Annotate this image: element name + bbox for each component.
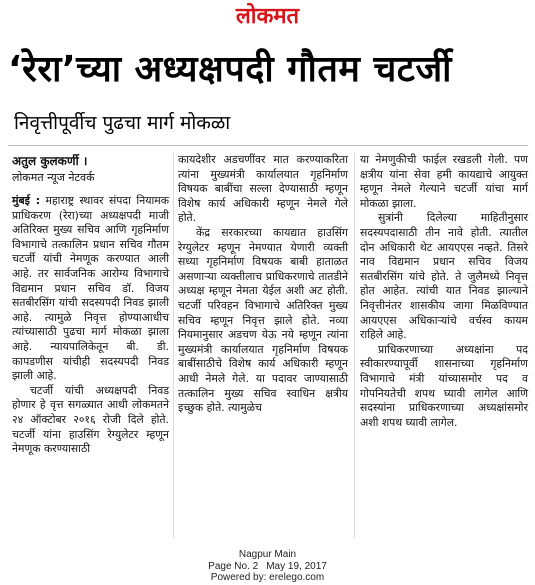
paragraph: चटर्जी यांची अध्यक्षपदी निवड होणार हे वृत्त सगळ्यात आधी लोकमतने २४ ऑक्टोबर २०१६ रोजी दिले होते. चटर्जी यांना हाउसिंग रेग्युलेटर म्हणून नेमणूक करण्यासाठी [12, 383, 169, 456]
article-column-1 [12, 153, 169, 457]
dateline: मुंबई : [12, 194, 41, 207]
paragraph: केंद्र सरकारच्या कायद्यात हाउसिंग रेग्युलेटर म्हणून नेमण्यात येणारी व्यक्ती सध्या गृहनिर्माण विषयक बाबी हाताळत असणाऱ्या व्यक्तीलाच प्राधिकरणाचे तातडीने अध्यक्ष म्हणून नेमता येईल अशी अट होती. चटर्जी परिवहन विभागाचे अतिरिक्त मुख्य सचिव म्हणून निवृत्त झाले होते. नव्या नियमानुसार अडचण येऊ नये म्हणून त्यांना मुख्यमंत्री कार्यालयात गृहनिर्माण विषयक बाबींसाठीचे विशेष कार्य अधिकारी म्हणून आधी नेमले गेले. या पदावर जाण्यासाठी तत्कालिन मुख्य सचिव स्वाधिन क्षत्रीय इच्छुक होते. त्यामुळेच [178, 225, 348, 415]
column-divider [354, 153, 355, 538]
page-info [0, 561, 535, 573]
masthead-logo: लोकमत [235, 4, 300, 29]
paragraph-text: महाराष्ट्र स्थावर संपदा नियामक प्राधिकरण (रेरा)च्या अध्यक्षपदी माजी अतिरिक्त मुख्य सचिव आणि गृहनिर्माण विभागाचे तत्कालिन प्रधान सचिव गौतम चटर्जी यांची नेमणूक करण्यात आली आहे. तर सार्वजनिक आरोग्य विभागाचे विद्यमान प्रधान सचिव डॉ. विजय सतबीरसिंग यांची सदस्यपदी निवड झाली आहे. त्यामुळे निवृत्त होण्याआधीच त्यांच्यासाठी पुढचा मार्ग मोकळा झाला आहे. न्यायपालिकेतून बी. डी. कापडणीस यांचीही सदस्यपदी निवड झाली आहे. [12, 194, 169, 383]
byline-name: अतुल कुलकर्णी । [12, 154, 88, 168]
article-column-2 [178, 153, 348, 416]
page-number: Page No. 2 [208, 560, 259, 572]
subheadline: निवृत्तीपूर्वीच पुढचा मार्ग मोकळा [14, 112, 231, 134]
article-column-3 [360, 153, 528, 430]
powered-by-link[interactable]: Powered by: erelego.com [210, 572, 325, 583]
paragraph: प्राधिकरणाच्या अध्यक्षांना पद स्वीकारण्यापूर्वी शासनाच्या गृहनिर्माण विभागाचे मंत्री यांच्यासमोर पद व गोपनियतेची शपथ घ्यावी लागेल आणि सदस्यांना प्राधिकरणाच्या अध्यक्षांसमोर अशी शपथ घ्यावी लागेल. [360, 342, 528, 429]
paragraph: कायदेशीर अडचणींवर मात करण्याकरिता त्यांना मुख्यमंत्री कार्यालयात गृहनिर्माण विषयक बाबींचा सल्ला देण्यासाठी म्हणून विशेष कार्य अधिकारी म्हणून नेमले गेले होते. [178, 153, 348, 225]
edition-name: Nagpur Main [238, 549, 297, 560]
page-footer [0, 549, 535, 584]
paragraph: सुत्रांनी दिलेल्या माहितीनुसार सदस्यपदासाठी तीन नावे होती. त्यातील दोन अधिकारी थेट आयएएस नव्हते. तिसरे नाव विद्यमान प्रधान सचिव विजय सतबीरसिंग यांचे होते. ते जुलैमध्ये निवृत्त होत आहेत. त्यांची यात निवड झाल्याने निवृत्तीनंतर शासकीय जागा मिळविण्यात आयएएस अधिकाऱ्यांचे वर्चस्व कायम राहिले आहे. [360, 211, 528, 342]
column-divider [173, 153, 174, 538]
paragraph [12, 194, 169, 384]
headline-rule [8, 145, 528, 146]
headline: ‘रेरा’च्या अध्यक्षपदी गौतम चटर्जी [8, 49, 452, 90]
issue-date: May 19, 2017 [266, 560, 327, 572]
byline-org: लोकमत न्यूज नेटवर्क [12, 171, 95, 184]
paragraph: या नेमणुकीची फाईल रखडली गेली. पण क्षत्रीय यांना सेवा हमी कायद्याचे आयुक्त म्हणून नेमले गेल्याने चटर्जी यांचा मार्ग मोकळा झाला. [360, 153, 528, 210]
